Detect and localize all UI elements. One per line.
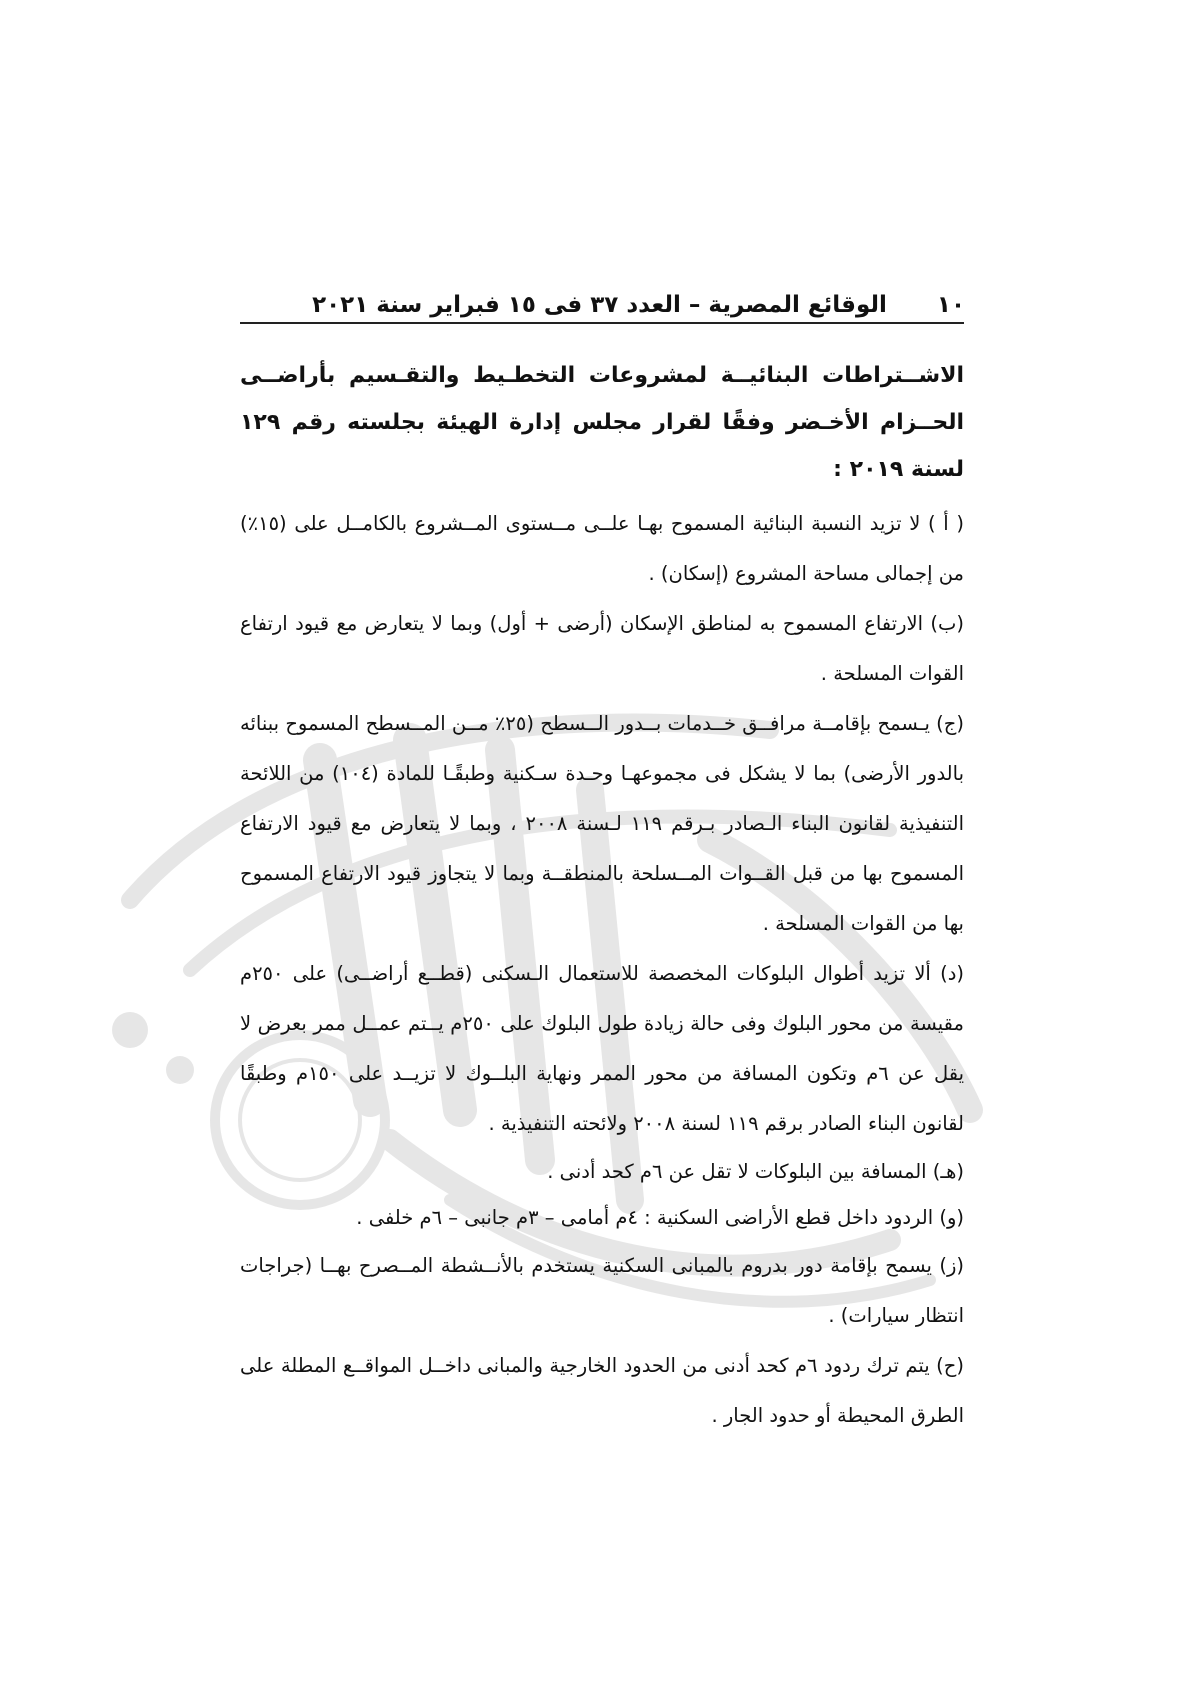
clause-g: (ز) يسمح بإقامة دور بدروم بالمبانى السكنية يستخدم بالأنــشطة المــصرح بهــا (جراجات انتظار سيارات) .	[240, 1254, 964, 1327]
header-divider	[240, 322, 964, 324]
document-body	[240, 352, 964, 1441]
clause-e: (هـ) المسافة بين البلوكات لا تقل عن ٦م كحد أدنى .	[547, 1160, 964, 1183]
clause-b: (ب) الارتفاع المسموح به لمناطق الإسكان (أرضى + أول) وبما لا يتعارض مع قيود ارتفاع القوات المسلحة .	[240, 612, 964, 685]
clause-a: ( أ ) لا تزيد النسبة البنائية المسموح بهـا علــى مــستوى المــشروع بالكامــل على (١٥٪) من إجمالى مساحة المشروع (إسكان) .	[240, 512, 964, 585]
clause-f: (و) الردود داخل قطع الأراضى السكنية : ٤م أمامى – ٣م جانبى – ٦م خلفى .	[356, 1206, 964, 1229]
page-header	[240, 270, 965, 318]
clause-h: (ح) يتم ترك ردود ٦م كحد أدنى من الحدود الخارجية والمبانى داخــل المواقــع المطلة على الطرق المحيطة أو حدود الجار .	[240, 1354, 964, 1427]
clause-d: (د) ألا تزيد أطوال البلوكات المخصصة للاستعمال الـسكنى (قطــع أراضــى) على ٢٥٠م مقيسة من محور البلوك وفى حالة زيادة طول البلوك على ٢٥٠م يــتم عمــل ممر بعرض لا يقل عن ٦م وتكون المسافة من محور الممر ونهاية البلــوك لا تزيــد على ١٥٠م وطبقًا لقانون البناء الصادر برقم ١١٩ لسنة ٢٠٠٨ ولائحته التنفيذية .	[240, 962, 965, 1135]
page-number: ١٠	[936, 292, 965, 318]
publication-title: الوقائع المصرية – العدد ٣٧ فى ١٥ فبراير سنة ٢٠٢١	[312, 292, 887, 318]
section-title: الاشــتراطات البنائيــة لمشروعات التخطـيط والتقـسيم بأراضــى الحــزام الأخـضر وفقًا لقرار مجلس إدارة الهيئة بجلسته رقم ١٢٩ لسنة ٢٠١٩ :	[240, 363, 964, 482]
clause-c: (ج) يـسمح بإقامــة مرافــق خــدمات بــدور الــسطح (٢٥٪ مــن المــسطح المسموح ببنائه بالدور الأرضى) بما لا يشكل فى مجموعهـا وحـدة سـكنية وطبقًـا للمادة (١٠٤) من اللائحة التنفيذية لقانون البناء الـصادر بـرقم ١١٩ لـسنة ٢٠٠٨ ، وبما لا يتعارض مع قيود الارتفاع المسموح بها من قبل القــوات المــسلحة بالمنطقــة وبما لا يتجاوز قيود الارتفاع المسموح بها من القوات المسلحة .	[240, 712, 964, 935]
